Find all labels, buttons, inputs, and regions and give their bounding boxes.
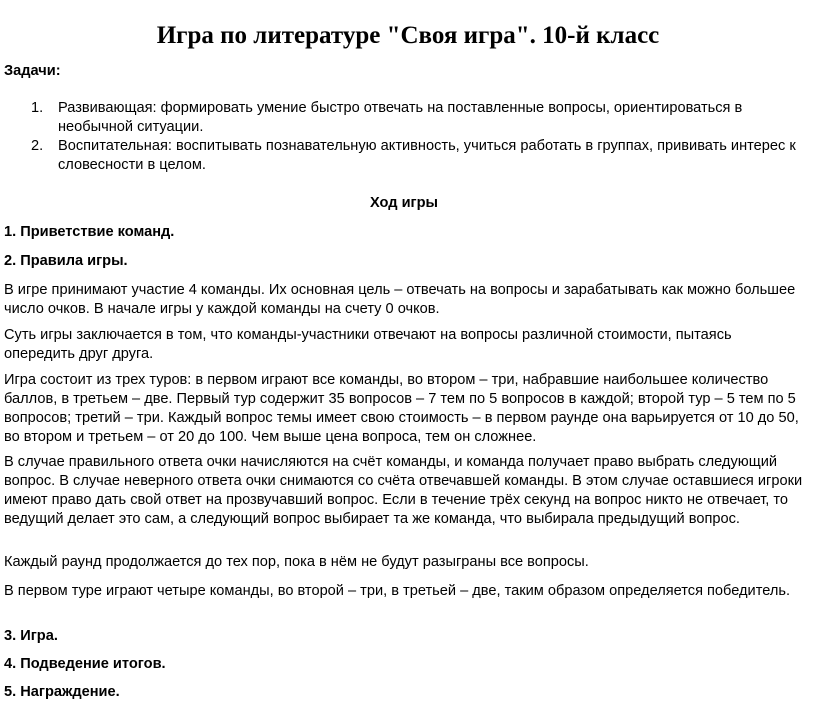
paragraph: В первом туре играют четыре команды, во второй – три, в третьей – две, таким образом определяется победитель.: [4, 583, 791, 599]
section-heading-2: 2. Правила игры.: [4, 253, 128, 269]
list-item-number: 1.: [31, 100, 44, 116]
section-heading-1: 1. Приветствие команд.: [4, 224, 175, 240]
list-item-text: Развивающая: формировать умение быстро отвечать на поставленные вопросы, ориентироваться в необычной ситуации.: [58, 100, 743, 135]
section-heading-4: 4. Подведение итогов.: [4, 656, 166, 672]
list-item: [4, 137, 804, 175]
paragraph: Каждый раунд продолжается до тех пор, пока в нём не будут разыграны все вопросы.: [4, 554, 589, 570]
tasks-list: [4, 99, 804, 175]
tasks-heading: Задачи:: [4, 63, 61, 79]
game-heading: Ход игры: [369, 195, 438, 211]
section-heading-3: 3. Игра.: [4, 628, 58, 644]
paragraph: Суть игры заключается в том, что команды-участники отвечают на вопросы различной стоимости, пытаясь опередить друг друга.: [4, 327, 732, 362]
paragraph: В случае правильного ответа очки начисляются на счёт команды, и команда получает право выбрать следующий вопрос. В случае неверного ответа очки снимаются со счёта отвечавшей команды. В этом случае оставшиеся игроки имеют право дать свой ответ на прозвучавший вопрос. Если в течение трёх секунд на вопрос никто не отвечает, то ведущий делает это сам, а следующий вопрос выбирает та же команда, что выбирала предыдущий вопрос.: [4, 454, 803, 527]
page-title: Игра по литературе "Своя игра". 10-й класс: [156, 22, 660, 49]
paragraph: Игра состоит из трех туров: в первом играют все команды, во втором – три, набравшие наибольшее количество баллов, в третьем – две. Первый тур содержит 35 вопросов – 7 тем по 5 вопросов в каждой; второй тур – 5 тем по 5 вопросов; третий – три. Каждый вопрос темы имеет свою стоимость – в первом раунде она варьируется от 10 до 50, во втором и третьем – от 20 до 100. Чем выше цена вопроса, тем он сложнее.: [4, 372, 799, 445]
paragraph: В игре принимают участие 4 команды. Их основная цель – отвечать на вопросы и зарабатывать как можно большее число очков. В начале игры у каждой команды на счету 0 очков.: [4, 282, 796, 317]
list-item-number: 2.: [31, 138, 44, 154]
list-item-text: Воспитательная: воспитывать познавательную активность, учиться работать в группах, прививать интерес к словесности в целом.: [58, 138, 796, 173]
list-item: [4, 99, 804, 137]
section-heading-5: 5. Награждение.: [4, 684, 120, 700]
